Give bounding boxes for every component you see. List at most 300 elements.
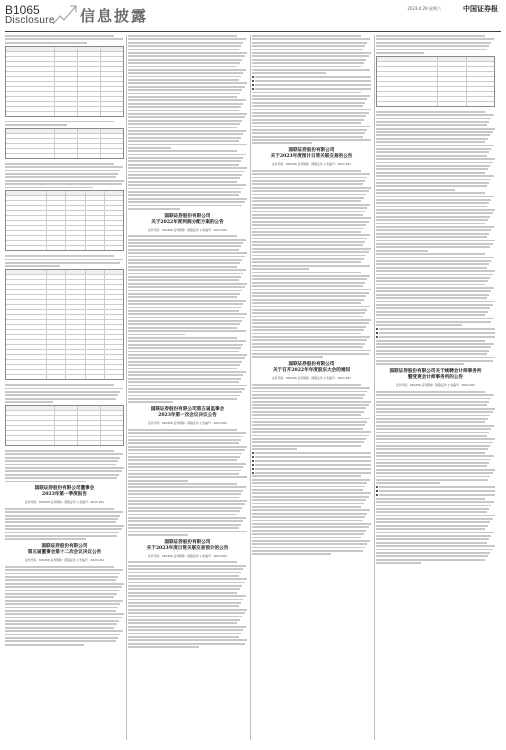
text-line (5, 398, 116, 400)
text-line (128, 76, 241, 78)
text-line (252, 411, 364, 413)
text-line (128, 633, 241, 635)
masthead-logo: 中国证券报 (463, 4, 498, 13)
checkbox-line (252, 76, 371, 79)
text-line (128, 514, 237, 516)
text-line (252, 241, 365, 243)
text-line (5, 163, 114, 165)
text-line (252, 431, 371, 433)
table-cell (86, 370, 105, 374)
text-line (128, 38, 246, 40)
text-line (252, 115, 366, 117)
text-line (128, 52, 247, 54)
checkbox-line (252, 452, 371, 455)
table-cell (66, 196, 85, 200)
table-cell (66, 236, 85, 240)
text-line (252, 496, 369, 498)
checkbox-icon (376, 328, 378, 330)
text-line (128, 347, 241, 349)
table-cell (78, 431, 101, 435)
text-line (252, 326, 366, 328)
table-cell (377, 72, 438, 76)
text-line (255, 452, 371, 454)
announcement-code-line: 证券代码：601456 证券简称：国联证券 公告编号：2023-021 (271, 376, 352, 381)
table-cell (6, 77, 55, 81)
text-line (252, 238, 367, 240)
text-line (252, 244, 363, 246)
table-cell (101, 87, 123, 91)
table-cell (105, 305, 123, 309)
checkbox-line (376, 336, 495, 339)
text-line (128, 609, 247, 611)
text-line (376, 448, 488, 450)
table-cell (101, 139, 123, 143)
text-line (376, 202, 489, 204)
text-line (252, 45, 365, 47)
table-cell (47, 305, 66, 309)
text-line (128, 208, 180, 210)
text-line (376, 401, 489, 403)
text-line (128, 198, 247, 200)
text-line (376, 38, 494, 40)
text-line (252, 221, 369, 223)
checkbox-icon (252, 88, 254, 90)
text-line (128, 483, 237, 485)
table-cell (86, 211, 105, 215)
text-line (376, 111, 485, 113)
text-line (376, 185, 487, 187)
text-line (128, 66, 237, 68)
data-table (376, 56, 495, 107)
table-cell (66, 206, 85, 210)
article-title (252, 362, 371, 374)
checkbox-icon (376, 332, 378, 334)
table-cell (6, 236, 47, 240)
table-row (377, 102, 494, 106)
text-line (376, 189, 455, 191)
text-line (376, 179, 491, 181)
table-cell (66, 350, 85, 354)
text-line (5, 170, 120, 172)
text-line (376, 521, 490, 523)
section-name-cn: 信息披露 (80, 7, 149, 25)
table-cell (47, 345, 66, 349)
table-cell (86, 285, 105, 289)
article-title (128, 540, 247, 552)
article-title-line: 关于2023年度日常关联交易预计的公告 (146, 545, 229, 551)
table-cell (86, 325, 105, 329)
table-cell (47, 370, 66, 374)
table-cell (6, 149, 55, 153)
text-line (252, 268, 309, 270)
text-line (128, 592, 237, 594)
table-cell (66, 375, 85, 379)
table-cell (6, 426, 55, 430)
article-title-line: 2023年第一季度报告 (42, 492, 87, 498)
text-line (252, 421, 367, 423)
checkbox-line (252, 468, 371, 471)
text-line (376, 498, 485, 500)
table-cell (101, 436, 123, 440)
text-line (252, 207, 367, 209)
text-line (128, 340, 246, 342)
text-line (5, 384, 114, 386)
table-cell (78, 52, 101, 56)
text-line (252, 278, 367, 280)
table-cell (467, 97, 494, 101)
text-line (128, 320, 242, 322)
text-line (5, 173, 118, 175)
table-cell (105, 350, 123, 354)
table-cell (105, 370, 123, 374)
text-line (376, 482, 440, 484)
table-cell (78, 134, 101, 138)
table-cell (6, 436, 55, 440)
text-line (5, 255, 114, 257)
table-cell (6, 325, 47, 329)
text-line (5, 176, 116, 178)
text-line (252, 258, 364, 260)
table-cell (78, 47, 101, 51)
checkbox-icon (252, 472, 254, 474)
table-cell (86, 275, 105, 279)
table-cell (105, 285, 123, 289)
text-line (376, 243, 493, 245)
text-line (252, 194, 366, 196)
table-cell (78, 149, 101, 153)
text-line (128, 588, 240, 590)
checkbox-icon (252, 460, 254, 462)
text-line (128, 646, 199, 648)
text-line (376, 479, 488, 481)
text-line (376, 465, 487, 467)
text-line (128, 160, 241, 162)
table-cell (6, 275, 47, 279)
table-cell (467, 87, 494, 91)
text-line (128, 578, 247, 580)
text-line (252, 509, 370, 511)
text-line (128, 622, 237, 624)
text-line (252, 211, 365, 213)
table-cell (86, 335, 105, 339)
text-line (376, 360, 493, 362)
text-line (5, 535, 117, 537)
text-line (128, 453, 242, 455)
table-cell (86, 375, 105, 379)
table-cell (105, 206, 123, 210)
text-line (128, 629, 243, 631)
table-cell (86, 310, 105, 314)
table-cell (55, 426, 78, 430)
text-line (128, 442, 239, 444)
table-cell (101, 97, 123, 101)
text-line (252, 350, 371, 352)
table-cell (105, 360, 123, 364)
text-line (128, 439, 241, 441)
table-cell (47, 300, 66, 304)
table-cell (78, 77, 101, 81)
table-cell (438, 62, 466, 66)
table-cell (101, 406, 123, 410)
text-line (252, 516, 365, 518)
text-line (376, 518, 493, 520)
table-cell (6, 134, 55, 138)
text-line (252, 346, 363, 348)
text-line (252, 418, 370, 420)
text-line (128, 616, 242, 618)
table-cell (55, 139, 78, 143)
text-line (252, 448, 297, 450)
text-line (128, 527, 239, 529)
table-cell (47, 290, 66, 294)
text-line (252, 339, 367, 341)
text-line (252, 248, 371, 250)
text-line (376, 314, 485, 316)
text-line (376, 476, 490, 478)
text-line (376, 151, 489, 153)
table-cell (438, 102, 466, 106)
text-line (376, 324, 462, 326)
text-line (376, 452, 485, 454)
text-line (5, 579, 116, 581)
text-line (128, 330, 246, 332)
column-3 (252, 35, 371, 740)
text-line (252, 292, 369, 294)
text-line (376, 404, 487, 406)
text-line (376, 462, 489, 464)
text-line (128, 436, 243, 438)
table-cell (101, 129, 123, 133)
checkbox-icon (252, 468, 254, 470)
text-line (128, 252, 247, 254)
text-line (379, 328, 495, 330)
text-line (376, 114, 494, 116)
text-line (376, 162, 493, 164)
table-cell (105, 216, 123, 220)
text-line (376, 528, 485, 530)
table-cell (47, 340, 66, 344)
table-cell (78, 416, 101, 420)
text-line (5, 637, 118, 639)
text-line (252, 173, 370, 175)
text-line (252, 55, 369, 57)
text-line (5, 35, 114, 37)
table-cell (6, 226, 47, 230)
table-cell (66, 320, 85, 324)
table-cell (78, 92, 101, 96)
checkbox-icon (376, 490, 378, 492)
text-line (5, 623, 117, 625)
text-line (376, 240, 495, 242)
table-cell (6, 144, 55, 148)
text-line (5, 596, 114, 598)
text-line (128, 296, 237, 298)
table-cell (55, 52, 78, 56)
table-cell (66, 285, 85, 289)
table-cell (86, 246, 105, 250)
text-line (128, 69, 246, 71)
column-2 (128, 35, 247, 740)
text-line (5, 467, 124, 469)
table-cell (101, 82, 123, 86)
text-line (128, 313, 247, 315)
text-line (255, 88, 371, 90)
table-cell (78, 436, 101, 440)
text-line (128, 456, 240, 458)
table-cell (78, 144, 101, 148)
table-cell (86, 345, 105, 349)
text-line (5, 262, 120, 264)
table-cell (66, 216, 85, 220)
text-line (128, 164, 239, 166)
text-line (376, 216, 490, 218)
table-cell (377, 62, 438, 66)
checkbox-line (252, 460, 371, 463)
table-cell (377, 67, 438, 71)
table-cell (66, 365, 85, 369)
text-line (252, 200, 361, 202)
text-line (252, 282, 365, 284)
text-line (376, 435, 487, 437)
text-line (376, 52, 424, 54)
table-cell (6, 241, 47, 245)
text-line (252, 550, 363, 552)
text-line (5, 640, 116, 642)
text-line (376, 425, 494, 427)
text-line (128, 286, 245, 288)
text-line (5, 481, 86, 483)
announcement-code-line: 证券代码：601456 证券简称：国联证券 公告编号：2023-021 (24, 500, 105, 505)
table-cell (86, 330, 105, 334)
text-line (128, 279, 239, 281)
text-line (252, 231, 361, 233)
table-cell (101, 107, 123, 111)
table-cell (78, 82, 101, 86)
table-cell (6, 211, 47, 215)
table-cell (47, 226, 66, 230)
article-title (128, 407, 247, 419)
text-line (128, 191, 241, 193)
text-line (376, 508, 489, 510)
table-cell (101, 72, 123, 76)
table-cell (6, 231, 47, 235)
text-line (128, 480, 188, 482)
text-line (128, 520, 243, 522)
table-cell (55, 77, 78, 81)
text-line (376, 542, 487, 544)
table-cell (78, 406, 101, 410)
checkbox-line (252, 80, 371, 83)
text-line (128, 605, 239, 607)
text-line (252, 66, 361, 68)
text-line (128, 595, 246, 597)
table-cell (47, 315, 66, 319)
table-cell (6, 216, 47, 220)
text-line (376, 505, 491, 507)
table-cell (6, 411, 55, 415)
text-line (128, 602, 241, 604)
text-line (376, 274, 493, 276)
table-cell (78, 112, 101, 116)
text-line (128, 429, 237, 431)
table-cell (6, 246, 47, 250)
table-cell (66, 221, 85, 225)
table-cell (66, 355, 85, 359)
text-line (5, 532, 119, 534)
text-line (128, 470, 241, 472)
text-line (128, 242, 243, 244)
text-line (128, 42, 243, 44)
table-cell (6, 441, 55, 445)
checkbox-line (376, 494, 495, 497)
table-cell (78, 97, 101, 101)
text-line (376, 145, 494, 147)
text-line (128, 205, 242, 207)
table-cell (101, 62, 123, 66)
table-cell (47, 375, 66, 379)
text-line (255, 76, 371, 78)
text-line (128, 235, 237, 237)
table-cell (86, 350, 105, 354)
table-cell (438, 92, 466, 96)
text-line (252, 49, 363, 51)
text-line (252, 261, 361, 263)
table-cell (55, 411, 78, 415)
text-line (252, 306, 370, 308)
text-line (252, 92, 361, 94)
text-line (252, 255, 366, 257)
checkbox-icon (252, 76, 254, 78)
text-line (128, 188, 243, 190)
text-line (252, 523, 371, 525)
checkbox-icon (252, 452, 254, 454)
text-line (376, 438, 495, 440)
table-cell (6, 97, 55, 101)
table-cell (55, 149, 78, 153)
text-line (128, 194, 239, 196)
table-cell (6, 72, 55, 76)
text-line (376, 246, 490, 248)
table-cell (6, 290, 47, 294)
text-line (128, 273, 243, 275)
table-cell (78, 154, 101, 158)
text-line (128, 82, 247, 84)
text-line (252, 489, 363, 491)
text-line (252, 387, 370, 389)
text-line (252, 537, 361, 539)
text-line (252, 109, 371, 111)
text-line (128, 201, 245, 203)
text-line (252, 234, 370, 236)
text-line (376, 455, 494, 457)
text-line (252, 533, 364, 535)
table-cell (6, 416, 55, 420)
table-cell (55, 431, 78, 435)
text-line (5, 183, 122, 185)
table-cell (101, 92, 123, 96)
text-line (376, 267, 487, 269)
checkbox-icon (252, 84, 254, 86)
table-cell (438, 72, 466, 76)
text-line (5, 576, 118, 578)
text-line (128, 561, 237, 563)
column-divider (126, 35, 127, 740)
table-cell (78, 67, 101, 71)
table-cell (6, 92, 55, 96)
text-line (376, 182, 489, 184)
text-line (5, 511, 123, 513)
text-line (128, 327, 237, 329)
